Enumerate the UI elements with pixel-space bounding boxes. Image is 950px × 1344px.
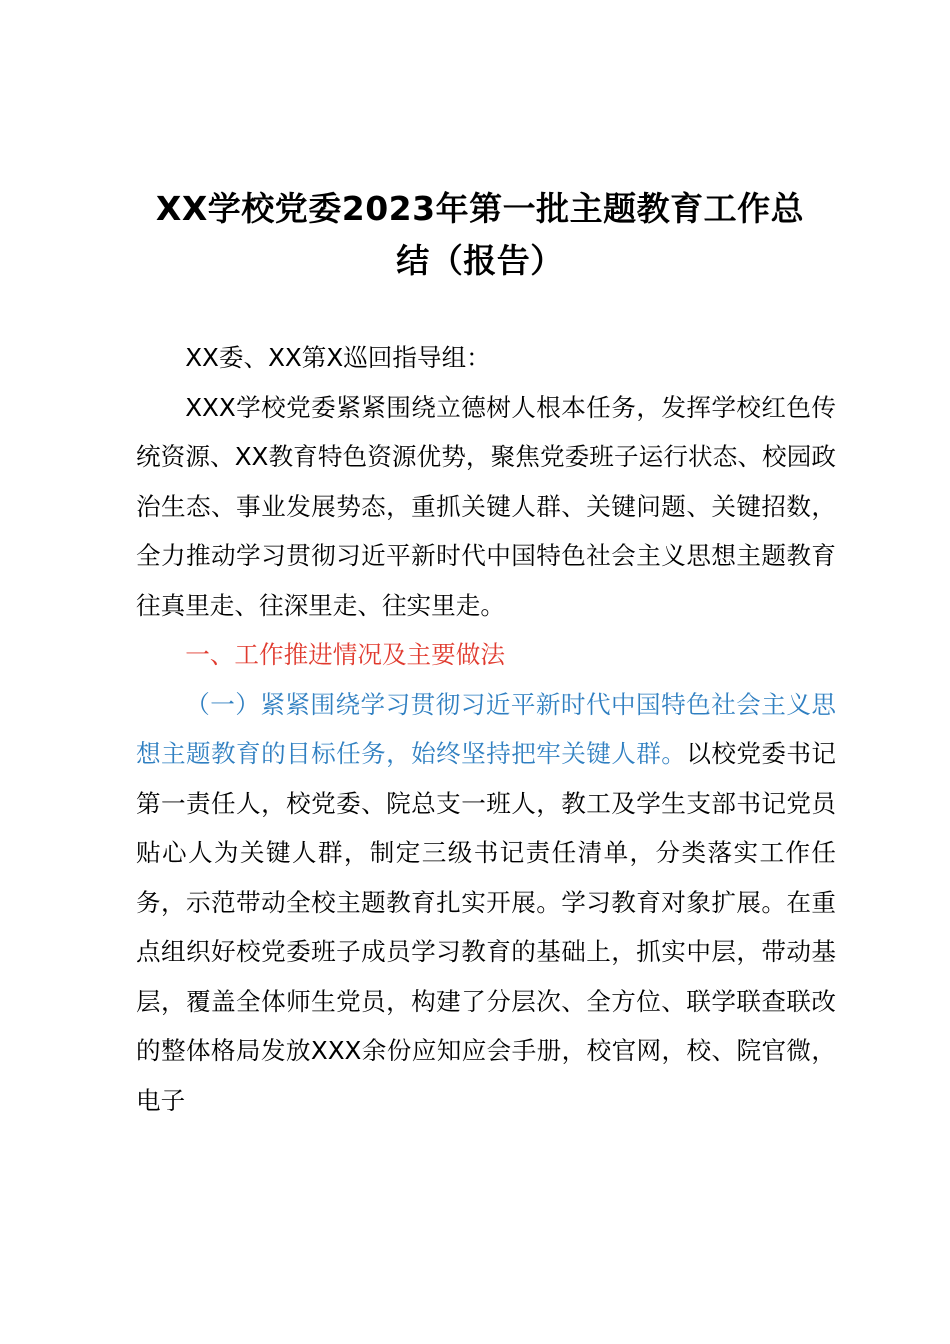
section-1-heading: 一、工作推进情况及主要做法 <box>185 640 505 669</box>
subsection-1-body: 以校党委书记第一责任人，校党委、院总支一班人，教工及学生支部书记党员贴心人为关键人群，制定三级书记责任清单，分类落实工作任务，示范带动全校主题教育扎实开展。学习教育对象扩展。在重点组织好校党委班子成员学习教育的基础上，抓实中层，带动基层，覆盖全体师生党员，构建了分层次、全方位、联学联查联改的整体格局发放XXX余份应知应会手册，校官网，校、院官微，电子 <box>136 739 836 1115</box>
salutation: XX委、XX第X巡回指导组： <box>185 343 491 372</box>
document-body <box>136 333 836 1125</box>
title-line-2: 结（报告） <box>396 241 564 280</box>
subsection-1-heading: （一）紧紧围绕学习贯彻习近平新时代中国特色社会主义思想主题教育的目标任务，始终坚持把牢关键人群。 <box>136 689 836 768</box>
intro-paragraph: XXX学校党委紧紧围绕立德树人根本任务，发挥学校红色传统资源、XX教育特色资源优势，聚焦党委班子运行状态、校园政治生态、事业发展势态，重抓关键人群、关键问题、关键招数，全力推动学习贯彻习近平新时代中国特色社会主义思想主题教育往真里走、往深里走、往实里走。 <box>136 392 836 620</box>
document-title <box>120 183 840 287</box>
subsection-1-paragraph <box>136 680 836 1126</box>
title-line-1: XX学校党委2023年第一批主题教育工作总 <box>155 189 805 228</box>
